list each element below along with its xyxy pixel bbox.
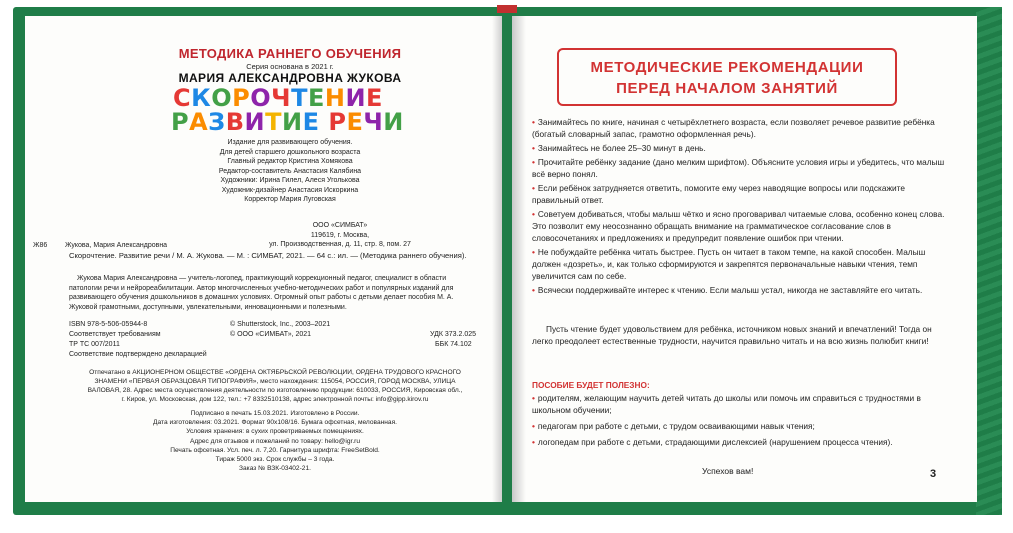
credits-line: Издание для развивающего обучения. xyxy=(227,139,353,146)
bbk: ББК 74.102 xyxy=(435,341,472,348)
printing-line: ВАЛОВАЯ, 28. Адрес места осуществления деятельности по изготовлению продукции: 610033, РОССИЯ, Кировская обл., xyxy=(87,387,463,394)
printing-info xyxy=(65,368,485,404)
bookmark-ribbon xyxy=(497,5,517,13)
page-number: 3 xyxy=(930,468,937,480)
recommendations-list xyxy=(532,116,952,296)
wish-text: Успехов вам! xyxy=(702,466,754,476)
conformity-2: ТР ТС 007/2011 xyxy=(69,341,120,348)
credits-line: Художники: Ирина Гилел, Алеся Уголькова xyxy=(220,177,360,184)
right-page xyxy=(512,16,977,502)
author-name: МАРИЯ АЛЕКСАНДРОВНА ЖУКОВА xyxy=(178,71,402,85)
list-item: • Занимайтесь не более 25–30 минут в день. xyxy=(532,143,706,153)
imprint-line: Заказ № ВЗК-03402-21. xyxy=(239,465,311,473)
closing-paragraph: Пусть чтение будет удовольствием для ребёнка, источником новых знаний и впечатлений! Тогда он легко преодолеет естественные трудности, научится правильно читать и на всю жизнь полюбит книги! xyxy=(532,324,932,346)
credits-line: Для детей старшего дошкольного возраста xyxy=(219,148,361,156)
copyright-shutterstock: © Shutterstock, Inc., 2003–2021 xyxy=(230,321,331,328)
list-item: • Советуем добиваться, чтобы малыш чётко и ясно проговаривал читаемые слова, особенно конец слова. Это позволит ему неосознанно обращать внимание на грамматическое согласование слов в словосочетаниях и предложениях и предупредит появление ошибок при чтении. xyxy=(532,209,945,243)
bbk-author: Жукова, Мария Александровна xyxy=(65,242,168,249)
credits-line: Главный редактор Кристина Хомякова xyxy=(227,158,353,165)
book-title xyxy=(173,86,413,134)
box-line-1: МЕТОДИЧЕСКИЕ РЕКОМЕНДАЦИИ xyxy=(590,59,864,76)
list-item: • педагогам при работе с детьми, с трудом осваивающими навык чтения; xyxy=(532,421,815,431)
list-item: • Занимайтесь по книге, начиная с четырёхлетнего возраста, если позволяет речевое развитие ребёнка (богатый словарный запас, грамотно оформленная речь). xyxy=(532,117,935,139)
conformity-1: Соответствует требованиям xyxy=(69,331,161,338)
publisher-address xyxy=(205,221,475,250)
credits-line: Корректор Мария Луговская xyxy=(244,196,336,203)
conformity-3: Соответствие подтверждено декларацией xyxy=(69,351,207,358)
printing-line: ЗНАМЕНИ «ПЕРВАЯ ОБРАЗЦОВАЯ ТИПОГРАФИЯ», место нахождения: 115054, РОССИЯ, ГОРОД МОСКВА, УЛИЦА xyxy=(94,378,456,385)
printing-line: Отпечатано в АКЦИОНЕРНОМ ОБЩЕСТВЕ «ОРДЕНА ОКТЯБРЬСКОЙ РЕВОЛЮЦИИ, ОРДЕНА ТРУДОВОГО КРАСНОГО xyxy=(89,369,461,376)
list-item: • Всячески поддерживайте интерес к чтению. Если малыш устал, никогда не заставляйте его читать. xyxy=(532,285,923,295)
list-item: • Не побуждайте ребёнка читать быстрее. Пусть он читает в таком темпе, на какой способен. Малыш должен «дозреть», и, как только сформируются и закрепятся первоначальные навыки чтения, темп увеличится сам по себе. xyxy=(532,247,926,281)
isbn: ISBN 978-5-506-05944-8 xyxy=(69,321,148,328)
list-item: • Прочитайте ребёнку задание (дано мелким шрифтом). Объясните условия игры и убедитесь, что малыш всё верно понял. xyxy=(532,157,945,179)
imprint-line: Адрес для отзывов и пожеланий по товару: hello@igr.ru xyxy=(189,437,361,445)
list-item: • родителям, желающим научить детей читать до школы или помочь им справиться с трудностями в школьном обучении; xyxy=(532,393,921,415)
imprint-line: Условия хранения: в сухих проветриваемых помещениях. xyxy=(186,428,364,436)
series-title: МЕТОДИКА РАННЕГО ОБУЧЕНИЯ xyxy=(178,46,402,61)
title-line-2: РАЗВИТИЕ РЕЧИ xyxy=(171,108,404,136)
credits-line: Художник-дизайнер Анастасия Искоркина xyxy=(221,186,359,194)
useful-heading: ПОСОБИЕ БУДЕТ ПОЛЕЗНО: xyxy=(532,380,650,390)
credits xyxy=(155,138,425,205)
printing-line: г. Киров, ул. Московская, дом 122, тел.: +7 8332510138, адрес электронной почты: info@gipp.kirov.ru xyxy=(121,396,429,403)
series-year: Серия основана в 2021 г. xyxy=(246,62,334,71)
publisher-line: ул. Производственная, д. 11, стр. 8, пом. 27 xyxy=(269,241,411,248)
recommendations-title-box xyxy=(557,48,897,106)
box-line-2: ПЕРЕД НАЧАЛОМ ЗАНЯТИЙ xyxy=(616,80,838,97)
credits-line: Редактор-составитель Анастасия Калябина xyxy=(218,167,362,175)
list-item: • Если ребёнок затрудняется ответить, помогите ему через наводящие вопросы или подскажите правильный ответ. xyxy=(532,183,905,205)
annotation: Жукова Мария Александровна — учитель-логопед, практикующий коррекционный педагог, специалист в области патологии речи и нейрореабилитации. Автор многочисленных учебно-методических работ и популярных изданий для развивающего обучения дошкольников в домашних условиях. Огромный опыт работы с детьми делает пособия М. А. Жуковой грамотными, доступными, увлекательными, инновационными и полезными. xyxy=(69,275,454,311)
list-item: • логопедам при работе с детьми, страдающими дислексией (нарушением процесса чтения). xyxy=(532,437,893,447)
title-line-1: СКОРОЧТЕНИЕ xyxy=(173,84,383,112)
imprint-line: Печать офсетная. Усл. печ. л. 7,20. Гарнитура шрифта: FreeSetBold. xyxy=(170,446,380,454)
publisher-line: ООО «СИМБАТ» xyxy=(312,222,368,229)
imprint xyxy=(115,409,435,473)
imprint-line: Подписано в печать 15.03.2021. Изготовлено в России. xyxy=(190,410,360,417)
left-page xyxy=(25,16,502,502)
copyright-simbat: © ООО «СИМБАТ», 2021 xyxy=(230,331,312,338)
bbk-code: Ж86 xyxy=(33,242,48,249)
citation: Скорочтение. Развитие речи / М. А. Жукова. — М. : СИМБАТ, 2021. — 64 с.: ил. — (Методика раннего обучения). xyxy=(69,251,467,260)
useful-list xyxy=(532,392,952,448)
udk: УДК 373.2.025 xyxy=(430,331,477,338)
imprint-line: Тираж 5000 экз. Срок службы – 3 года. xyxy=(215,456,335,464)
publisher-line: 119619, г. Москва, xyxy=(310,231,370,239)
imprint-line: Дата изготовления: 03.2021. Формат 90х108/16. Бумага офсетная, мелованная. xyxy=(153,419,397,427)
